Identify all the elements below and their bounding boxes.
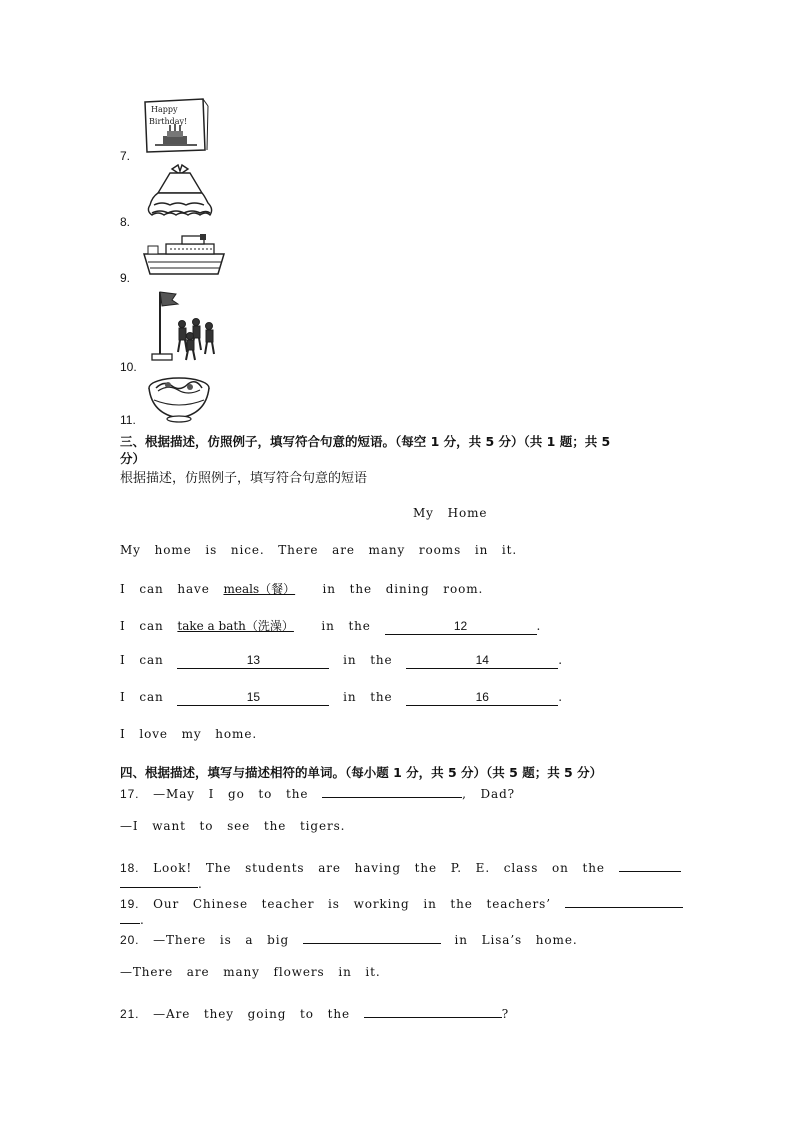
passage-line-6: I love my home.	[120, 727, 258, 741]
passage-line-2	[120, 580, 483, 597]
question-18	[120, 856, 681, 875]
passage-line-3	[120, 617, 541, 635]
passage-line-5	[120, 690, 563, 706]
flag-raising-icon	[146, 288, 224, 368]
q17-number: 17.	[120, 787, 140, 801]
line5-mid: in the	[343, 690, 393, 704]
line2-post: in the dining room.	[322, 582, 484, 596]
q19-text: Our Chinese teacher is working in the teachers’	[153, 897, 551, 911]
q21-text: —Are they going to the	[153, 1007, 350, 1021]
q18-blank-part1[interactable]	[619, 856, 681, 872]
question-19	[120, 892, 683, 911]
q21-end: ?	[501, 1007, 510, 1021]
q20-text: —There is a big	[153, 933, 290, 947]
birthday-card-icon	[143, 98, 209, 154]
question-21	[120, 1002, 509, 1021]
question-20	[120, 928, 578, 947]
skirt-icon	[142, 163, 218, 221]
example-answer-meals: meals（餐）	[223, 582, 296, 596]
ship-icon	[142, 232, 228, 280]
q17-blank[interactable]	[322, 782, 462, 798]
example-answer-bath: take a bath（洗澡）	[177, 619, 294, 633]
line4-mid: in the	[343, 653, 393, 667]
item-8-number: 8.	[120, 215, 131, 229]
section4-heading: 四、根据描述，填写与描述相符的单词。（每小题 1 分，共 5 分）（共 5 题；共 5 分）	[120, 765, 603, 780]
q17-reply: —I want to see the tigers.	[120, 819, 346, 833]
noodle-bowl-icon	[146, 374, 212, 424]
line5-period: .	[558, 690, 563, 704]
q19-number: 19.	[120, 897, 140, 911]
blank-16[interactable]: 16	[406, 690, 558, 706]
q17-text: —May I go to the	[153, 787, 309, 801]
question-17	[120, 782, 515, 801]
q18-continuation	[120, 872, 202, 891]
q20-number: 20.	[120, 933, 140, 947]
blank-15[interactable]: 15	[177, 690, 329, 706]
card-text-happy: Happy	[151, 105, 178, 114]
q20-reply: —There are many flowers in it.	[120, 965, 381, 979]
line3-mid: in the	[321, 619, 371, 633]
q18-text: Look! The students are having the P. E. class on the	[153, 861, 605, 875]
q18-end: .	[198, 877, 202, 891]
q18-number: 18.	[120, 861, 140, 875]
q21-blank[interactable]	[364, 1002, 502, 1018]
blank-12[interactable]: 12	[385, 619, 537, 635]
item-7-number: 7.	[120, 149, 131, 163]
q19-blank-part1[interactable]	[565, 892, 683, 908]
line4-period: .	[558, 653, 563, 667]
section3-instruction: 根据描述，仿照例子，填写符合句意的短语	[120, 471, 368, 486]
line2-pre: I can have	[120, 582, 210, 596]
q19-end: .	[140, 913, 144, 927]
card-text-birthday: Birthday!	[149, 117, 188, 126]
q20-end: in Lisa’s home.	[454, 933, 578, 947]
blank-14[interactable]: 14	[406, 653, 558, 669]
q19-continuation	[120, 908, 144, 927]
q20-blank[interactable]	[303, 928, 441, 944]
item-11-number: 11.	[120, 413, 136, 427]
line5-pre: I can	[120, 690, 164, 704]
q19-blank-part2[interactable]	[120, 908, 140, 924]
line4-pre: I can	[120, 653, 164, 667]
section3-heading-line2: 分）	[120, 451, 146, 466]
blank-13[interactable]: 13	[177, 653, 329, 669]
line3-pre: I can	[120, 619, 164, 633]
q17-end: , Dad?	[462, 787, 515, 801]
passage-line-1: My home is nice. There are many rooms in it.	[120, 543, 518, 557]
item-9-number: 9.	[120, 271, 131, 285]
passage-title: My Home	[413, 506, 488, 520]
q21-number: 21.	[120, 1007, 140, 1021]
line3-period: .	[536, 619, 542, 633]
section3-heading-line1: 三、根据描述，仿照例子，填写符合句意的短语。（每空 1 分，共 5 分）（共 1 题；共 5	[120, 434, 611, 449]
passage-line-4	[120, 653, 563, 669]
item-10-number: 10.	[120, 360, 137, 374]
q18-blank-part2[interactable]	[120, 872, 198, 888]
